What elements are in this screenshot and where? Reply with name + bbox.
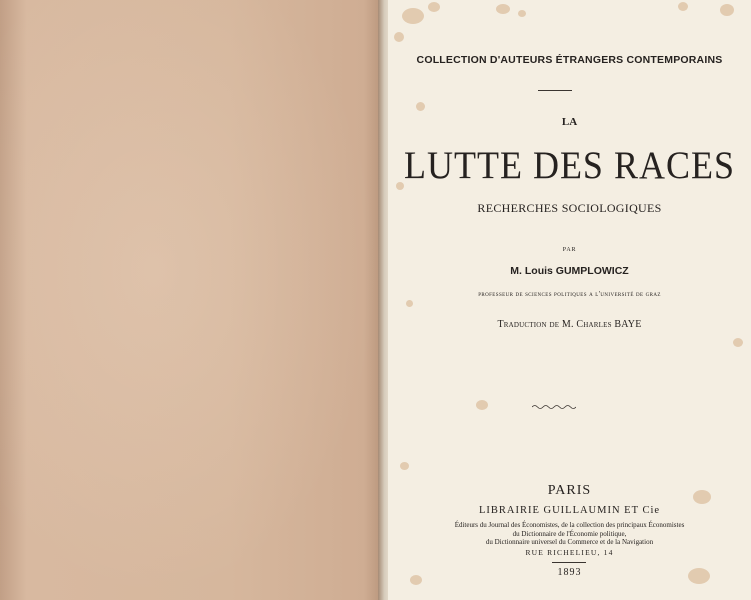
foxing-spot [496, 4, 510, 14]
foxing-spot [394, 32, 404, 42]
publisher-name: LIBRAIRIE GUILLAUMIN ET Cie [478, 505, 661, 516]
publisher-desc-line: Éditeurs du Journal des Économistes, de la collection des principaux Économistes [454, 521, 685, 529]
publisher-desc-line: du Dictionnaire universel du Commerce et de la Navigation [485, 538, 654, 546]
foxing-spot [428, 2, 440, 12]
publication-city: PARIS [547, 483, 592, 498]
divider-rule [552, 562, 586, 563]
foxing-spot [733, 338, 743, 347]
ornamental-divider [532, 404, 576, 410]
book-subtitle: RECHERCHES SOCIOLOGIQUES [477, 201, 662, 215]
book-title: LUTTE DES RACES [403, 143, 735, 187]
foxing-spot [518, 10, 526, 17]
foxing-spot [678, 2, 688, 11]
foxing-spot [406, 300, 413, 307]
publication-year: 1893 [557, 567, 582, 578]
foxing-spot [720, 4, 734, 16]
publisher-description [388, 521, 751, 547]
title-article: LA [561, 116, 578, 128]
collection-heading: COLLECTION D'AUTEURS ÉTRANGERS CONTEMPORAINS [416, 54, 723, 66]
author-position: professeur de sciences politiques a l'université de graz [478, 290, 661, 298]
foxing-spot [402, 8, 424, 24]
translator-credit: Traduction de M. Charles BAYE [497, 319, 642, 330]
author-name: M. Louis GUMPLOWICZ [510, 265, 629, 277]
foxing-spot [416, 102, 425, 111]
publisher-address: RUE RICHELIEU, 14 [525, 548, 614, 557]
publisher-desc-line: du Dictionnaire de l'Économie politique, [512, 529, 627, 538]
by-label: PAR [562, 247, 577, 253]
title-page [388, 0, 751, 600]
foxing-spot [400, 462, 409, 470]
divider-rule [538, 90, 572, 91]
foxing-spot [476, 400, 488, 410]
